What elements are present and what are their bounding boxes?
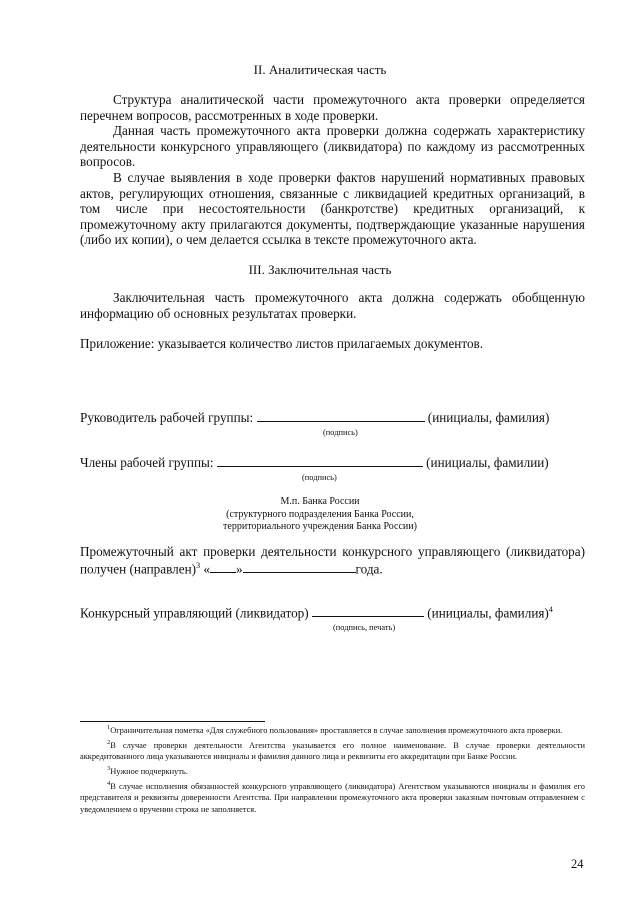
footnote-1-number: 1 bbox=[107, 724, 111, 731]
received-month-field[interactable] bbox=[243, 572, 356, 573]
manager-signature-line bbox=[80, 605, 553, 621]
section-2-paragraph-1: Структура аналитической части промежуточного акта проверки определяется перечнем вопросов, рассмотренных в ходе проверки. bbox=[80, 92, 585, 123]
manager-label: Конкурсный управляющий (ликвидатор) bbox=[80, 605, 309, 621]
received-year-label: года. bbox=[355, 561, 383, 577]
footnotes bbox=[80, 722, 585, 816]
members-name-hint: (инициалы, фамилии) bbox=[426, 455, 549, 470]
leader-signature-field[interactable] bbox=[257, 421, 425, 422]
stamp-place bbox=[160, 496, 480, 534]
footnote-3 bbox=[80, 763, 585, 778]
footnote-3-text: Нужное подчеркнуть. bbox=[110, 766, 188, 776]
footnote-ref-3: 3 bbox=[196, 561, 201, 570]
footnote-4 bbox=[80, 778, 585, 816]
footnote-1 bbox=[80, 722, 585, 737]
footnote-4-text: В случае исполнения обязанностей конкурсного управляющего (ликвидатора) Агентством указываются инициалы и фамилия его представителя и реквизиты доверенности Агентства. При направлении промежуточного акта проверки заказным почтовым отправлением с уведомлением о вручении строка не заполняется. bbox=[80, 781, 585, 814]
manager-name-hint: (инициалы, фамилия) bbox=[427, 605, 549, 621]
appendix-note: Приложение: указывается количество листов прилагаемых документов. bbox=[80, 336, 484, 351]
received-line-1: Промежуточный акт проверки деятельности конкурсного управляющего (ликвидатора) bbox=[80, 544, 585, 559]
footnote-2 bbox=[80, 737, 585, 763]
stamp-line-3: территориального учреждения Банка России) bbox=[223, 521, 417, 532]
footnote-3-number: 3 bbox=[107, 764, 111, 772]
section-2-paragraph-2: Данная часть промежуточного акта проверки должна содержать характеристику деятельности конкурсного управляющего (ликвидатора) по каждому из рассмотренных вопросов. bbox=[80, 123, 585, 170]
section-2-paragraph-3: В случае выявления в ходе проверки фактов нарушений нормативных правовых актов, регулирующих отношения, связанные с ликвидацией кредитных организаций, в том числе при несостоятельности (банкротстве) кредитных организаций, к промежуточному акту прилагаются документы, подтверждающие указанные нарушения (либо их копии), о чем делается ссылка в тексте промежуточного акта. bbox=[80, 169, 585, 248]
section-3-paragraph-1: Заключительная часть промежуточного акта должна содержать обобщенную информацию об основных результатах проверки. bbox=[80, 290, 585, 321]
manager-signature-field[interactable] bbox=[312, 616, 424, 617]
footnote-1-text: Ограничительная пометка «Для служебного пользования» проставляется в случае заполнения промежуточного акта проверки. bbox=[110, 725, 563, 735]
received-day-field[interactable] bbox=[210, 572, 236, 573]
footnote-ref-4: 4 bbox=[548, 605, 553, 614]
leader-signature-caption: (подпись) bbox=[323, 428, 358, 437]
stamp-line-2: (структурного подразделения Банка России, bbox=[226, 508, 414, 520]
manager-signature-caption: (подпись, печать) bbox=[333, 623, 396, 632]
leader-name-hint: (инициалы, фамилия) bbox=[427, 410, 550, 425]
quote-close: » bbox=[235, 561, 243, 577]
received-label: получен (направлен) bbox=[80, 561, 197, 577]
leader-label: Руководитель рабочей группы: bbox=[80, 410, 254, 425]
page-number: 24 bbox=[571, 857, 584, 871]
section-3-body bbox=[80, 290, 585, 321]
footnote-2-number: 2 bbox=[107, 738, 111, 746]
quote-open: « bbox=[200, 561, 210, 577]
stamp-line-1: М.п. Банка России bbox=[280, 496, 360, 507]
section-3-title: III. Заключительная часть bbox=[248, 262, 392, 277]
received-line-2 bbox=[80, 561, 383, 577]
leader-signature-line bbox=[80, 410, 549, 426]
footnote-4-number: 4 bbox=[107, 779, 111, 787]
members-signature-field[interactable] bbox=[217, 466, 423, 467]
footnote-2-text: В случае проверки деятельности Агентства указывается его полное наименование. В случае проверки деятельности аккредитованного лица указываются инициалы и фамилия данного лица и реквизиты его аккредитации при Банке России. bbox=[80, 740, 585, 762]
members-label: Члены рабочей группы: bbox=[80, 455, 214, 470]
members-signature-line bbox=[80, 455, 549, 471]
members-signature-caption: (подпись) bbox=[302, 473, 337, 482]
section-2-title: II. Аналитическая часть bbox=[253, 62, 387, 77]
section-2-body bbox=[80, 92, 585, 248]
